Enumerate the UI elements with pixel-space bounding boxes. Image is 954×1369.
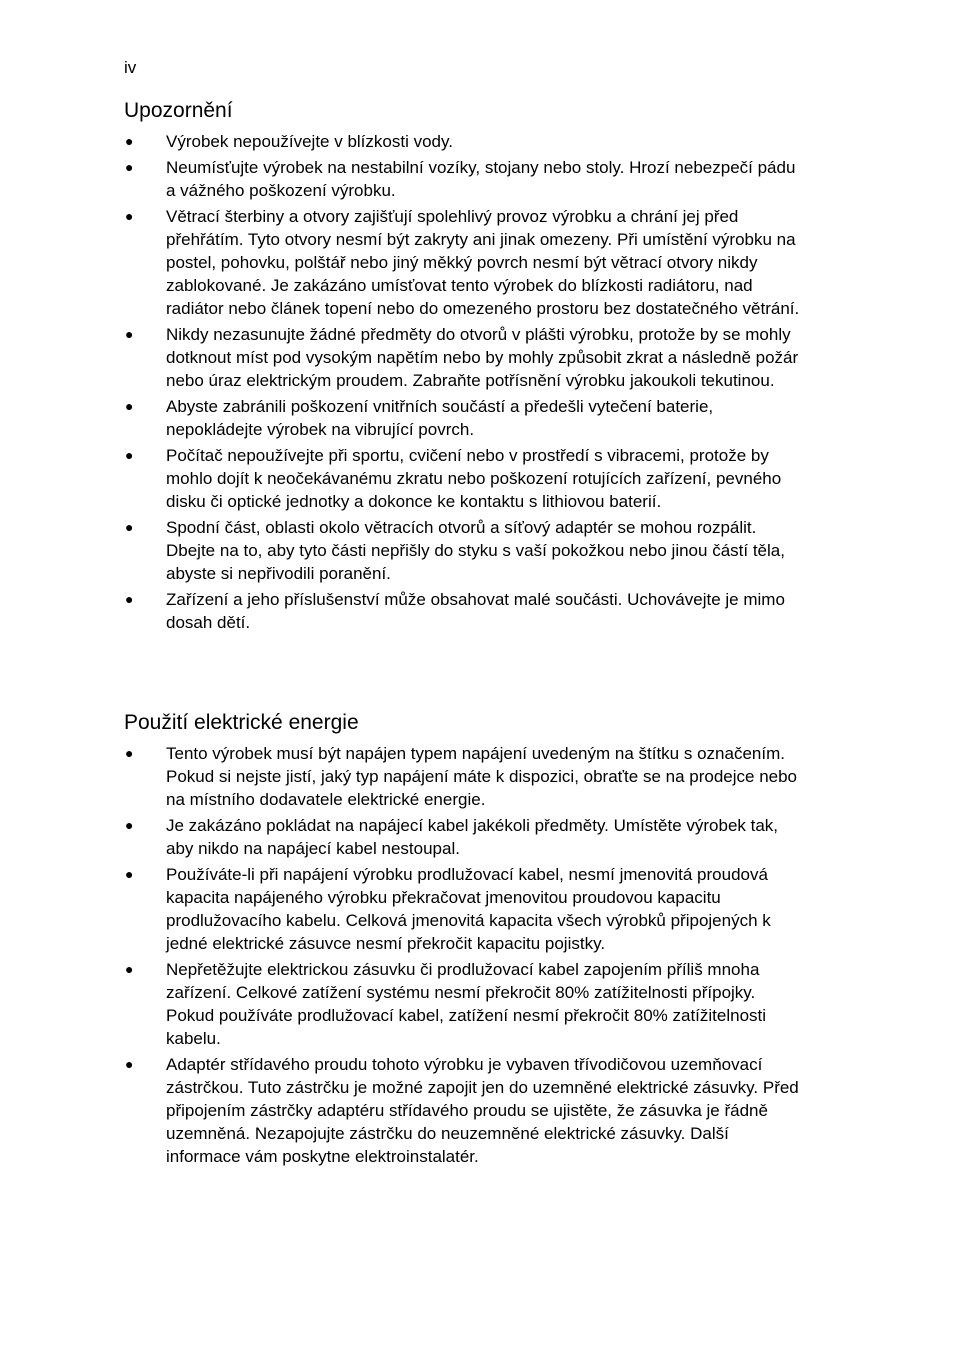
list-item: ● Je zakázáno pokládat na napájecí kabel jakékoli předměty. Umístěte výrobek tak, aby nikdo na napájecí kabel nestoupal. [125,816,779,858]
bullet-icon: ● [125,519,134,535]
bullet-icon: ● [125,326,134,342]
list-item: ● Nikdy nezasunujte žádné předměty do otvorů v plášti výrobku, protože by se mohly dotknout míst pod vysokým napětím nebo by mohly způsobit zkrat a následně požár nebo úraz elektrickým proudem. Zabraňte potřísnění výrobku jakoukoli tekutinou. [125,325,799,390]
bullet-icon: ● [125,133,134,149]
power-list [0,742,806,1168]
bullet-icon: ● [125,208,134,224]
bullet-icon: ● [125,591,134,607]
list-item: ● Adaptér střídavého proudu tohoto výrobku je vybaven třívodičovou uzemňovací zástrčkou. Tuto zástrčku je možné zapojit jen do uzemněné elektrické zásuvky. Před připojením zástrčky adaptéru střídavého proudu se ujistěte, že zásuvka je řádně uzemněná. Nezapojujte zástrčku do neuzemněné elektrické zásuvky. Další informace vám poskytne elektroinstalatér. [125,1055,799,1166]
list-item: ● Výrobek nepoužívejte v blízkosti vody. [125,132,453,151]
bullet-icon: ● [125,447,134,463]
list-item: ● Používáte-li při napájení výrobku prodlužovací kabel, nesmí jmenovitá proudová kapacita napájeného výrobku překračovat jmenovitou proudovou kapacitu prodlužovacího kabelu. Celková jmenovitá kapacita všech výrobků připojených k jedné elektrické zásuvce nesmí překročit kapacitu pojistky. [125,865,771,953]
list-item: ● Spodní část, oblasti okolo větracích otvorů a síťový adaptér se mohou rozpálit. Dbejte na to, aby tyto části nepřišly do styku s vaší pokožkou nebo jinou částí těla, abyste si nepřivodili poranění. [125,518,785,583]
bullet-icon: ● [125,1056,134,1072]
list-item: ● Neumísťujte výrobek na nestabilní vozíky, stojany nebo stoly. Hrozí nebezpečí pádu a vážného poškození výrobku. [125,158,796,200]
list-item: ● Zařízení a jeho příslušenství může obsahovat malé součásti. Uchovávejte je mimo dosah dětí. [125,590,785,632]
warnings-list [0,130,806,634]
section-heading-power: Použití elektrické energie [124,711,359,734]
list-item: ● Abyste zabránili poškození vnitřních součástí a předešli vytečení baterie, nepokládejte výrobek na vibrující povrch. [125,397,714,439]
list-item: ● Tento výrobek musí být napájen typem napájení uvedeným na štítku s označením. Pokud si nejste jistí, jaký typ napájení máte k dispozici, obraťte se na prodejce nebo na místního dodavatele elektrické energie. [125,744,798,809]
bullet-icon: ● [125,745,134,761]
bullet-icon: ● [125,866,134,882]
list-item: ● Nepřetěžujte elektrickou zásuvku či prodlužovací kabel zapojením příliš mnoha zařízení. Celkové zatížení systému nesmí překročit 80% zatížitelnosti přípojky. Pokud používáte prodlužovací kabel, zatížení nesmí překročit 80% zatížitelnosti kabelu. [125,960,767,1048]
bullet-icon: ● [125,159,134,175]
section-heading-warnings: Upozornění [124,99,233,122]
bullet-icon: ● [125,817,134,833]
list-item: ● Větrací šterbiny a otvory zajišťují spolehlivý provoz výrobku a chrání jej před přehřátím. Tyto otvory nesmí být zakryty ani jinak omezeny. Při umístění výrobku na postel, pohovku, polštář nebo jiný měkký povrch nesmí být větrací otvory nikdy zablokované. Je zakázáno umísťovat tento výrobek do blízkosti radiátoru, nad radiátor nebo článek topení nebo do omezeného prostoru bez dostatečného větrání. [125,207,800,318]
bullet-icon: ● [125,398,134,414]
bullet-icon: ● [125,961,134,977]
list-item: ● Počítač nepoužívejte při sportu, cvičení nebo v prostředí s vibracemi, protože by mohlo dojít k neočekávanému zkratu nebo poškození rotujících zařízení, pevného disku či optické jednotky a dokonce ke kontaktu s lithiovou baterií. [125,446,782,511]
page-number: iv [124,58,137,77]
